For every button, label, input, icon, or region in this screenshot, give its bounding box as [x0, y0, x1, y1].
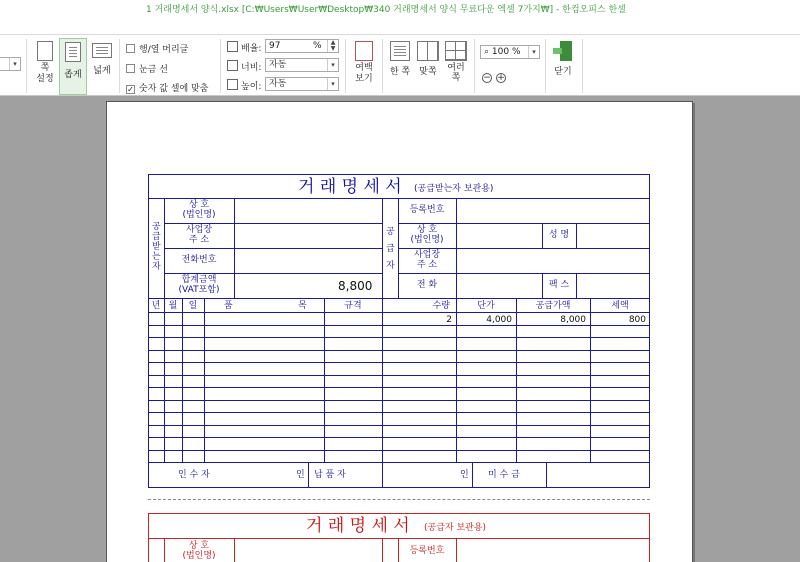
landscape-page-icon — [92, 43, 112, 58]
page-setup-button[interactable]: 쪽 설정 — [32, 41, 58, 85]
page-setup-icon — [37, 41, 53, 61]
total-amount: 8,800 — [338, 279, 373, 293]
item-row-line — [148, 412, 650, 413]
left-dropdown[interactable] — [0, 57, 21, 71]
cut-line — [148, 499, 650, 500]
item-row-line — [148, 362, 650, 363]
one-page-icon — [390, 41, 410, 61]
spin-arrows-icon[interactable]: ▲ ▼ — [327, 40, 338, 52]
scale-input[interactable]: 97 % ▲ ▼ — [265, 39, 339, 53]
zoom-dropdown[interactable]: ⌕ 100 % ▾ — [480, 45, 540, 59]
item-row-line — [148, 325, 650, 326]
invoice-subtitle: (공급받는자 보관용) — [414, 184, 494, 194]
item-row-line — [148, 437, 650, 438]
title-bar — [0, 0, 800, 34]
width-icon — [227, 60, 238, 71]
one-page-button[interactable]: 한 쪽 — [387, 41, 413, 78]
invoice-receiver-copy: 거 래 명 세 서 (공급받는자 보관용) 공급받는자 공급자 상 호 (법인명) 사업장 주 소 전화번호 합계금액 (VAT포함) 8,800 등록번호 상 호 (법인명) 성 명 사업장 주 소 전 화 팩 스 년 월 일 품 목 규격 수량 단가 공급가액 세액 2 4,000 8,000 800 인 수 자 인 납 품 자 인 미 수 금 — [148, 174, 650, 490]
zoom-in-icon: + — [497, 73, 505, 83]
supplier-side-label: 공급자 — [386, 227, 395, 271]
window-title: 1 거래명세서 양식.xlsx [C:₩Users₩User₩Desktop₩340 거래명세서 양식 무료다운 엑셀 7가지₩] - 한컴오피스 한셀 — [146, 5, 626, 15]
fit-page-button[interactable]: 맞쪽 — [415, 41, 441, 78]
item-row-line — [148, 350, 650, 351]
margin-icon — [355, 41, 373, 61]
landscape-button[interactable]: 넓게 — [89, 43, 115, 77]
item-row-line — [148, 387, 650, 388]
margin-view-button[interactable]: 여백 보기 — [350, 41, 378, 85]
two-page-icon — [417, 41, 439, 61]
preview-workspace[interactable] — [0, 97, 800, 562]
item-row-line — [148, 400, 650, 401]
chevron-down-icon: ▾ — [528, 46, 539, 58]
close-preview-button[interactable]: 닫기 — [550, 41, 576, 78]
item-row-line — [148, 425, 650, 426]
zoom-out-button[interactable] — [482, 72, 492, 83]
portrait-button[interactable]: 좁게 — [59, 38, 87, 95]
close-door-icon — [553, 41, 573, 61]
fit-numbers-checkbox[interactable]: ✓ 숫자 값 셀에 맞춤 — [127, 84, 209, 94]
zoom-in-button[interactable] — [496, 72, 506, 83]
gridlines-checkbox[interactable]: 눈금 선 — [126, 62, 168, 75]
search-icon: ⌕ — [484, 47, 490, 57]
supplier-invoice-subtitle: (공급자 보관용) — [424, 523, 487, 533]
preview-page — [106, 101, 693, 562]
chevron-down-icon: ▾ — [327, 59, 338, 71]
supplier-invoice-title: 거 래 명 세 서 — [306, 516, 410, 536]
portrait-page-icon — [65, 42, 81, 62]
invoice-title: 거 래 명 세 서 — [298, 177, 402, 197]
width-dropdown[interactable]: 자동 ▾ — [265, 58, 339, 72]
multi-page-button[interactable]: 여러 쪽 — [443, 41, 469, 83]
buyer-side-label: 공급받는자 — [152, 222, 161, 272]
scale-icon — [227, 41, 238, 52]
item-row-line — [148, 450, 650, 451]
zoom-out-icon: − — [483, 73, 491, 83]
invoice-supplier-copy: 거 래 명 세 서 (공급자 보관용) 상 호 (법인명) 등록번호 — [148, 513, 650, 562]
checkmark-icon: ✓ — [127, 85, 134, 94]
item-row-line — [148, 337, 650, 338]
height-dropdown[interactable]: 자동 ▾ — [265, 77, 339, 91]
height-icon — [227, 79, 238, 90]
chevron-down-icon: ▾ — [327, 78, 338, 90]
print-preview-ribbon: ▾ 쪽 설정 좁게 넓게 행/열 머리글 눈금 선 ✓ 숫자 값 셀에 맞춤 배율: 97 % ▲ ▼ 너비: 자동 ▾ 높이: 자동 ▾ 여백 보기 한 쪽 맞쪽 여러 쪽 ⌕ 100 % ▾ − + 닫기 — [0, 34, 800, 96]
headers-checkbox[interactable]: 행/열 머리글 — [126, 42, 188, 55]
chevron-down-icon: ▾ — [9, 58, 20, 70]
multi-page-icon — [445, 41, 467, 61]
item-row-line — [148, 375, 650, 376]
